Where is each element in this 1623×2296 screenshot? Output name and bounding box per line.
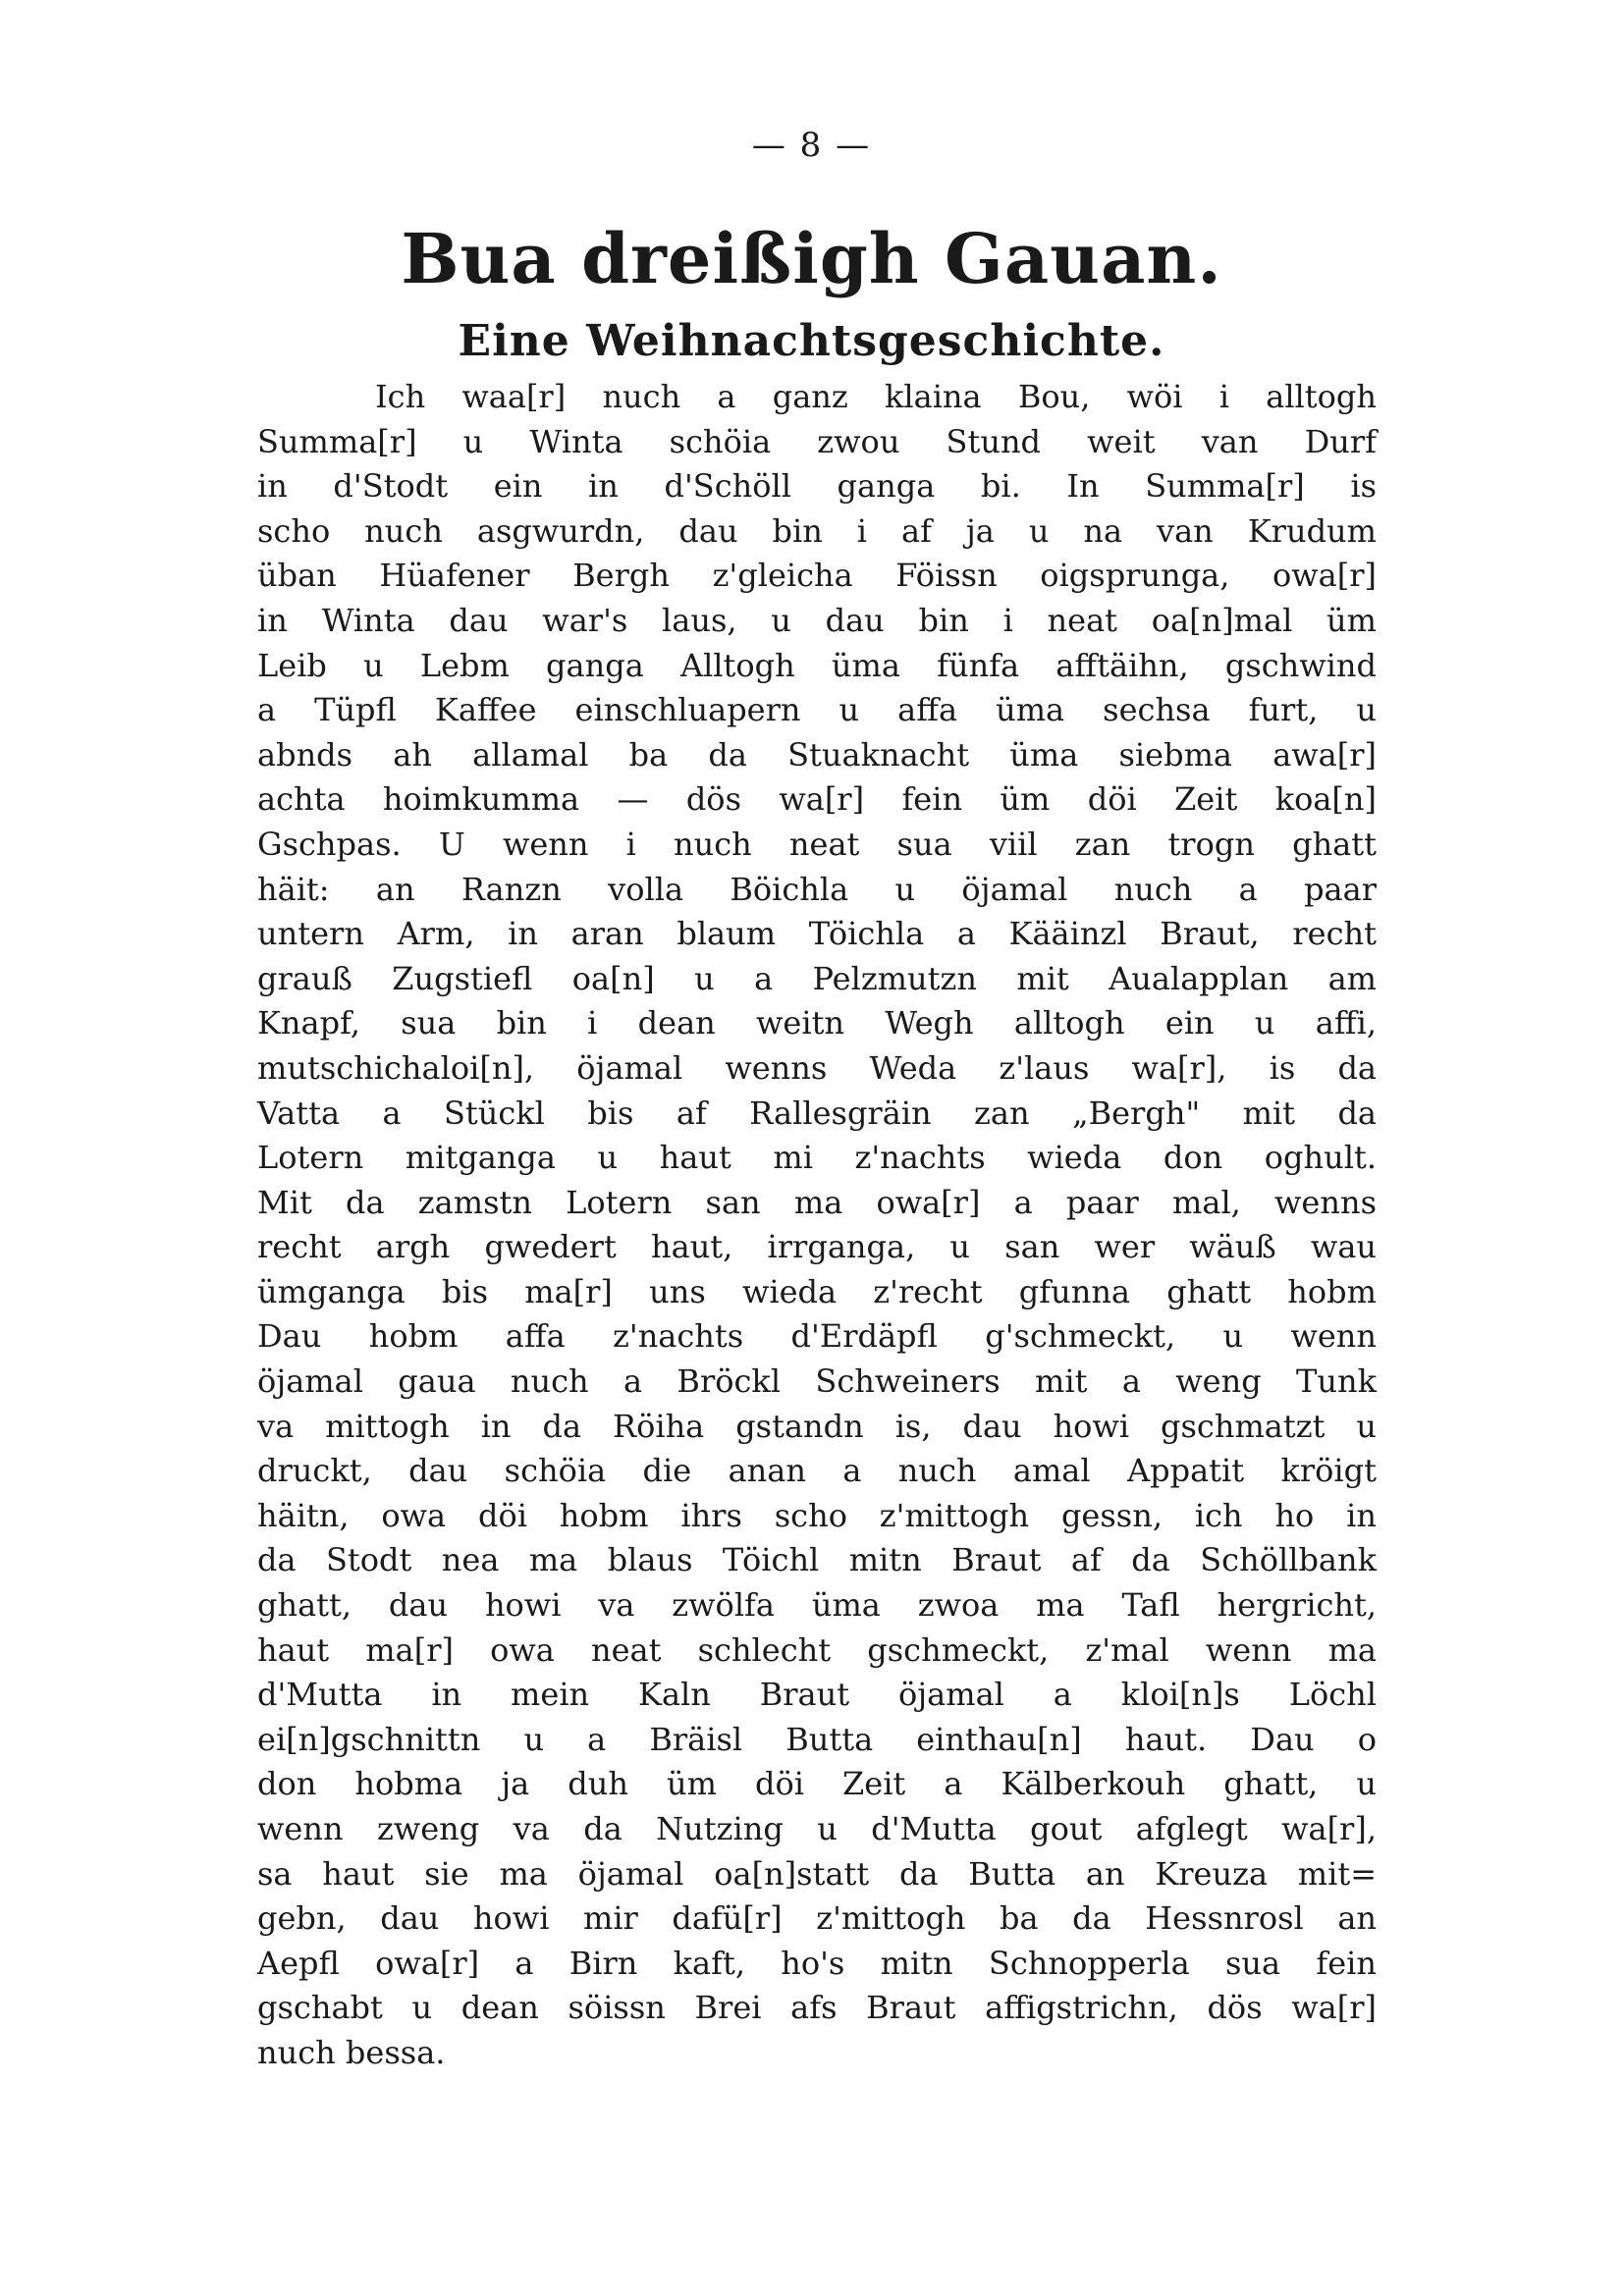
text-line: öjamal gaua nuch a Bröckl Schweiners mit a weng Tunk xyxy=(257,1362,1377,1401)
text-line: Ich waa[r] nuch a ganz klaina Bou, wöi i alltogh xyxy=(375,378,1377,415)
page-number: — 8 — xyxy=(751,126,872,165)
text-line: sa haut sie ma öjamal oa[n]statt da Butta an Kreuza mit= xyxy=(257,1854,1377,1893)
text-line: untern Arm, in aran blaum Töichla a Kääinzl Braut, recht xyxy=(257,915,1377,953)
text-line: Gschpas. U wenn i nuch neat sua viil zan trogn ghatt xyxy=(257,825,1377,863)
text-line: gebn, dau howi mir dafü[r] z'mittogh ba da Hessnrosl an xyxy=(257,1899,1377,1938)
story-title: Bua dreißigh Gauan. xyxy=(401,218,1222,299)
text-line: in d'Stodt ein in d'Schöll ganga bi. In Summa[r] is xyxy=(257,467,1377,506)
text-line: Summa[r] u Winta schöia zwou Stund weit van Durf xyxy=(257,422,1377,460)
text-line: Dau hobm affa z'nachts d'Erdäpfl g'schmeckt, u wenn xyxy=(257,1317,1377,1356)
text-line: Vatta a Stückl bis af Rallesgräin zan „Bergh" mit da xyxy=(257,1094,1377,1132)
text-line: nuch bessa. xyxy=(257,2033,446,2071)
text-line: grauß Zugstiefl oa[n] u a Pelzmutzn mit Aualapplan am xyxy=(257,959,1377,997)
text-line: ei[n]gschnittn u a Bräisl Butta einthau[n] haut. Dau o xyxy=(257,1720,1377,1758)
text-line: recht argh gwedert haut, irrganga, u san wer wäuß wau xyxy=(257,1228,1377,1266)
text-line: Aepfl owa[r] a Birn kaft, ho's mitn Schnopperla sua fein xyxy=(257,1944,1377,1982)
text-line: häitn, owa döi hobm ihrs scho z'mittogh gessn, ich ho in xyxy=(257,1496,1377,1534)
text-line: Mit da zamstn Lotern san ma owa[r] a paar mal, wenns xyxy=(257,1183,1377,1221)
text-line: ghatt, dau howi va zwölfa üma zwoa ma Tafl hergricht, xyxy=(257,1586,1377,1625)
text-line: achta hoimkumma — dös wa[r] fein üm döi Zeit koa[n] xyxy=(257,780,1377,819)
text-line: druckt, dau schöia die anan a nuch amal Appatit kröigt xyxy=(257,1452,1377,1490)
text-line: gschabt u dean söissn Brei afs Braut affigstrichn, dös wa[r] xyxy=(257,1989,1377,2027)
text-line: Leib u Lebm ganga Alltogh üma fünfa afftäihn, gschwind xyxy=(257,646,1377,684)
text-line: d'Mutta in mein Kaln Braut öjamal a kloi[n]s Löchl xyxy=(257,1676,1377,1714)
text-line: üban Hüafener Bergh z'gleicha Föissn oigsprunga, owa[r] xyxy=(257,557,1377,595)
text-line: in Winta dau war's laus, u dau bin i neat oa[n]mal üm xyxy=(257,601,1377,639)
story-body xyxy=(257,375,1377,2076)
text-line: abnds ah allamal ba da Stuaknacht üma siebma awa[r] xyxy=(257,735,1377,774)
text-line: Knapf, sua bin i dean weitn Wegh alltogh ein u affi, xyxy=(257,1004,1377,1042)
text-line: Lotern mitganga u haut mi z'nachts wieda don oghult. xyxy=(257,1139,1377,1177)
text-line: va mittogh in da Röiha gstandn is, dau howi gschmatzt u xyxy=(257,1407,1377,1445)
text-line: häit: an Ranzn volla Böichla u öjamal nuch a paar xyxy=(257,870,1377,908)
text-line: scho nuch asgwurdn, dau bin i af ja u na van Krudum xyxy=(257,511,1377,550)
text-line: ümganga bis ma[r] uns wieda z'recht gfunna ghatt hobm xyxy=(257,1272,1377,1310)
text-line: don hobma ja duh üm döi Zeit a Kälberkouh ghatt, u xyxy=(257,1765,1377,1803)
text-line: mutschichaloi[n], öjamal wenns Weda z'laus wa[r], is da xyxy=(257,1048,1377,1087)
text-line: haut ma[r] owa neat schlecht gschmeckt, z'mal wenn ma xyxy=(257,1630,1377,1669)
text-line: wenn zweng va da Nutzing u d'Mutta gout afglegt wa[r], xyxy=(257,1810,1377,1847)
text-line: da Stodt nea ma blaus Töichl mitn Braut af da Schöllbank xyxy=(257,1541,1377,1579)
text-line: a Tüpfl Kaffee einschluapern u affa üma sechsa furt, u xyxy=(257,691,1377,729)
story-subtitle: Eine Weihnachtsgeschichte. xyxy=(458,316,1165,366)
